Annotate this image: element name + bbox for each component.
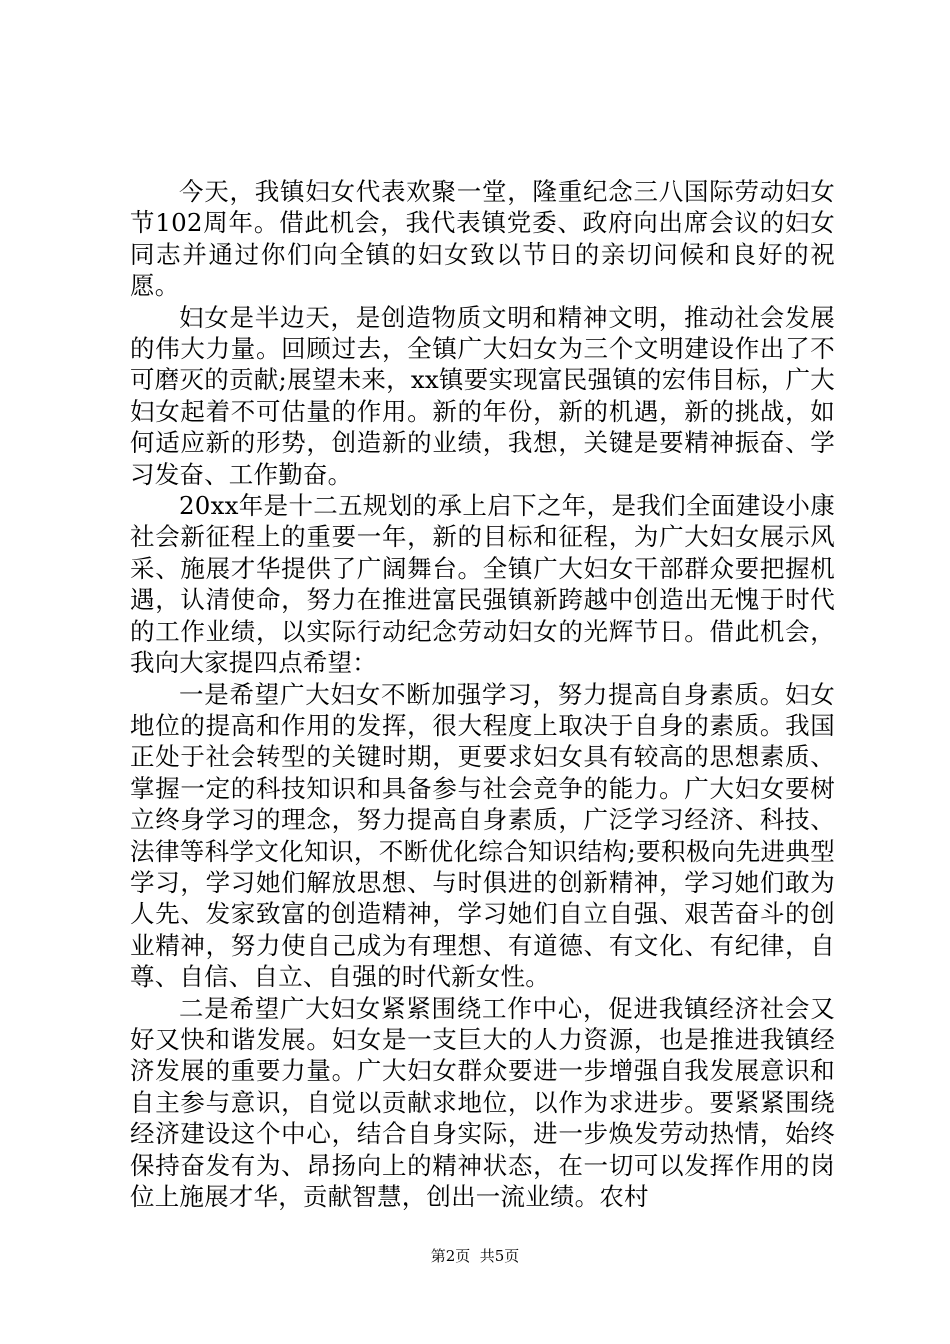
page-number-footer: 第2页 共5页 <box>430 1247 520 1265</box>
paragraph-5: 二是希望广大妇女紧紧围绕工作中心，促进我镇经济社会又好又快和谐发展。妇女是一支巨大的人力资源，也是推进我镇经济发展的重要力量。广大妇女群众要进一步增强自我发展意识和自主参与意识，自觉以贡献求地位，以作为求进步。要紧紧围绕经济建设这个中心，结合自身实际，进一步焕发劳动热情，始终保持奋发有为、昂扬向上的精神状态，在一切可以发挥作用的岗位上施展才华，贡献智慧，创出一流业绩。农村 <box>130 993 835 1211</box>
paragraph-2: 妇女是半边天，是创造物质文明和精神文明，推动社会发展的伟大力量。回顾过去，全镇广大妇女为三个文明建设作出了不可磨灭的贡献;展望未来，xx镇要实现富民强镇的宏伟目标，广大妇女起着不可估量的作用。新的年份，新的机遇，新的挑战，如何适应新的形势，创造新的业绩，我想，关键是要精神振奋、学习发奋、工作勤奋。 <box>130 302 835 489</box>
paragraph-3: 20xx年是十二五规划的承上启下之年，是我们全面建设小康社会新征程上的重要一年，新的目标和征程，为广大妇女展示风采、施展才华提供了广阔舞台。全镇广大妇女干部群众要把握机遇，认清使命，努力在推进富民强镇新跨越中创造出无愧于时代的工作业绩，以实际行动纪念劳动妇女的光辉节日。借此机会，我向大家提四点希望： <box>130 491 835 678</box>
paragraph-1: 今天，我镇妇女代表欢聚一堂，隆重纪念三八国际劳动妇女节102周年。借此机会，我代表镇党委、政府向出席会议的妇女同志并通过你们向全镇的妇女致以节日的亲切问候和良好的祝愿。 <box>130 177 835 301</box>
document-body <box>130 176 835 1212</box>
paragraph-4: 一是希望广大妇女不断加强学习，努力提高自身素质。妇女地位的提高和作用的发挥，很大程度上取决于自身的素质。我国正处于社会转型的关键时期，更要求妇女具有较高的思想素质、掌握一定的科技知识和具备参与社会竞争的能力。广大妇女要树立终身学习的理念，努力提高自身素质，广泛学习经济、科技、法律等科学文化知识，不断优化综合知识结构;要积极向先进典型学习，学习她们解放思想、与时俱进的创新精神，学习她们敢为人先、发家致富的创造精神，学习她们自立自强、艰苦奋斗的创业精神，努力使自己成为有理想、有道德、有文化、有纪律，自尊、自信、自立、自强的时代新女性。 <box>130 679 835 992</box>
